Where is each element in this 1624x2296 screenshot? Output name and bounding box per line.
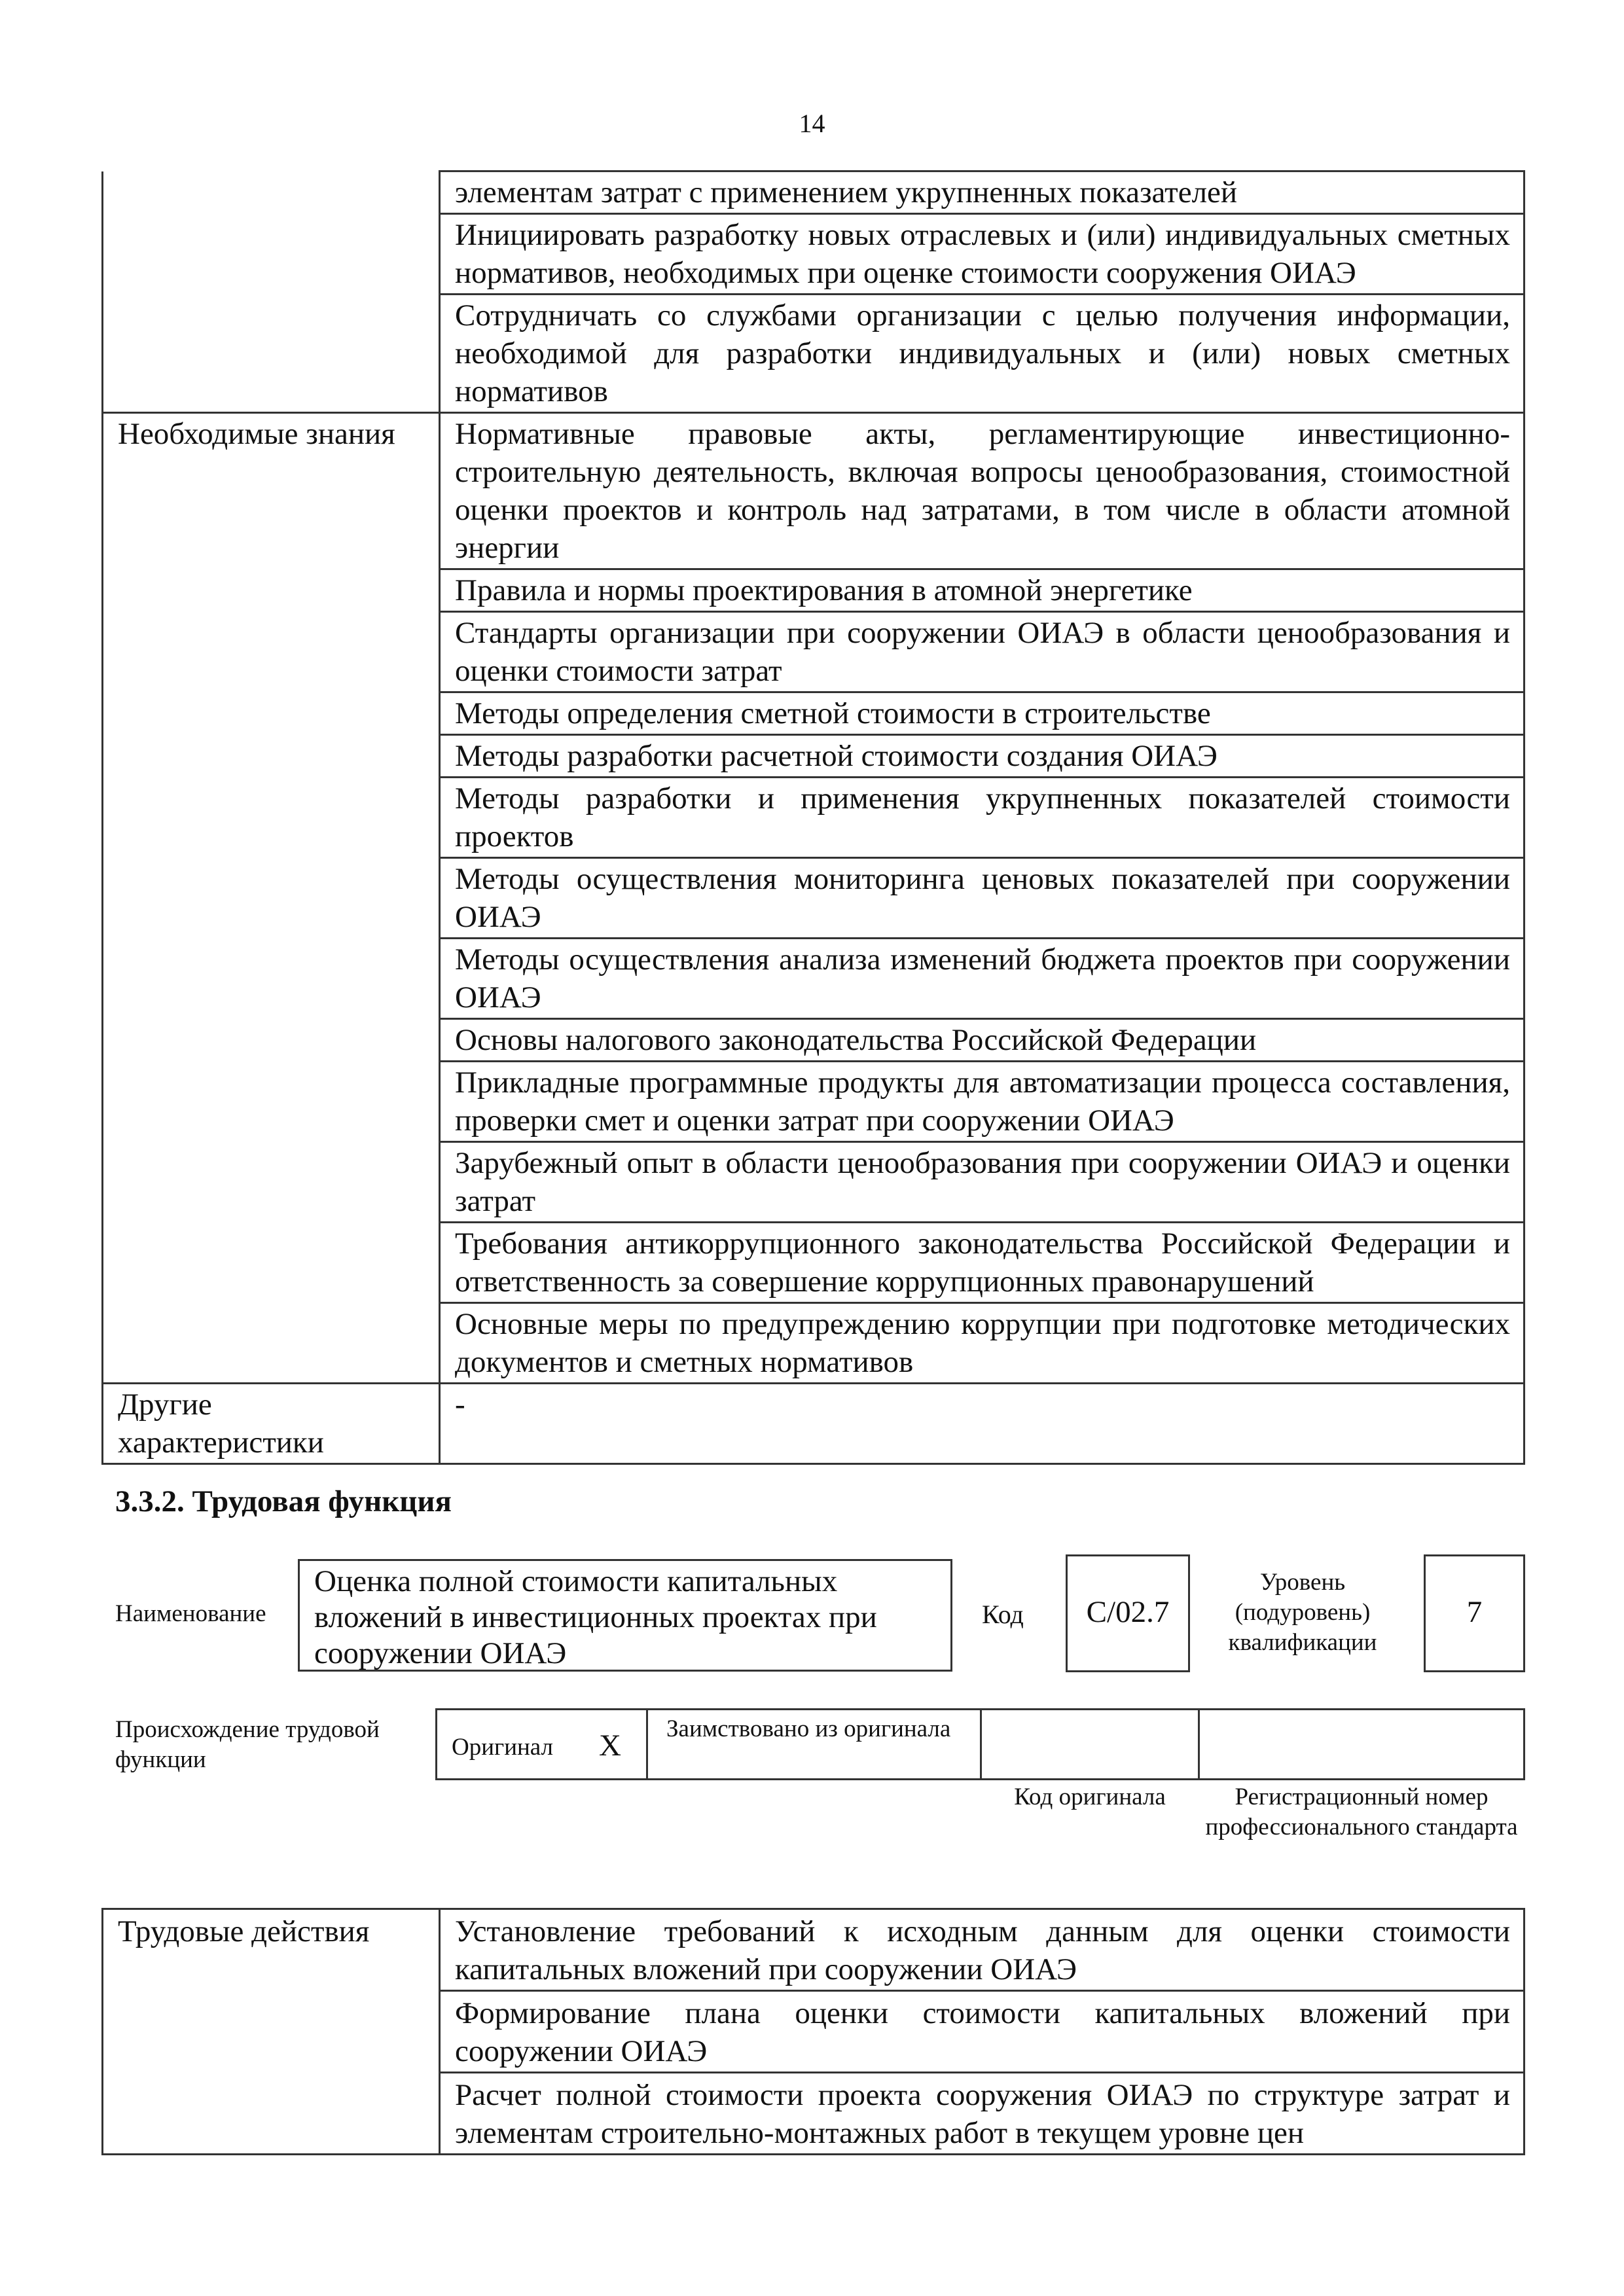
labor-actions-table	[101, 1908, 1525, 2155]
level-value: 7	[1424, 1554, 1525, 1672]
level-label: Уровень (подуровень) квалификации	[1228, 1569, 1377, 1656]
table-cell: Методы разработки и применения укрупненных показателей стоимости проектов	[440, 778, 1525, 858]
empty-label-cell	[103, 214, 440, 295]
table-cell: Правила и нормы проектирования в атомной энергетике	[440, 569, 1525, 612]
table-cell: Зарубежный опыт в области ценообразования при сооружении ОИАЭ и оценки затрат	[440, 1142, 1525, 1223]
empty-label-cell	[103, 1991, 440, 2073]
reg-number-caption: Регистрационный номер профессионального стандарта	[1205, 1784, 1518, 1840]
empty-label-cell	[103, 171, 440, 214]
code-label: Код	[982, 1600, 1024, 1629]
table-row	[103, 2073, 1525, 2155]
code-original-cell	[980, 1708, 1200, 1780]
table-cell: Прикладные программные продукты для автоматизации процесса составления, проверки смет и оценки затрат при сооружении ОИАЭ	[440, 1062, 1525, 1142]
table-cell: Сотрудничать со службами организации с целью получения информации, необходимой для разработки индивидуальных и (или) новых сметных нормативов	[440, 295, 1525, 413]
other-characteristics-label: Другие характеристики	[103, 1384, 440, 1464]
table-row	[103, 171, 1525, 214]
empty-label-cell	[103, 2073, 440, 2155]
table-cell: Инициировать разработку новых отраслевых и (или) индивидуальных сметных нормативов, необходимых при оценке стоимости сооружения ОИАЭ	[440, 214, 1525, 295]
empty-label-cell	[103, 295, 440, 413]
section-title: 3.3.2. Трудовая функция	[115, 1484, 452, 1518]
page-number: 14	[799, 109, 825, 138]
table-cell: Методы осуществления мониторинга ценовых показателей при сооружении ОИАЭ	[440, 858, 1525, 939]
table-cell: Методы разработки расчетной стоимости создания ОИАЭ	[440, 735, 1525, 778]
table-cell: элементам затрат с применением укрупненных показателей	[440, 171, 1525, 214]
table-cell: Методы осуществления анализа изменений бюджета проектов при сооружении ОИАЭ	[440, 939, 1525, 1019]
knowledge-label: Необходимые знания	[103, 413, 440, 1384]
table-row	[103, 1384, 1525, 1464]
table-row	[103, 1909, 1525, 1991]
table-cell: Основы налогового законодательства Российской Федерации	[440, 1019, 1525, 1062]
code-original-caption: Код оригинала	[1014, 1784, 1166, 1810]
origin-label: Происхождение трудовой функции	[115, 1716, 380, 1773]
table-cell: Основные меры по предупреждению коррупции при подготовке методических документов и сметных нормативов	[440, 1303, 1525, 1384]
table-cell: Установление требований к исходным данным для оценки стоимости капитальных вложений при сооружении ОИАЭ	[440, 1909, 1525, 1991]
table-cell: Формирование плана оценки стоимости капитальных вложений при сооружении ОИАЭ	[440, 1991, 1525, 2073]
other-characteristics-value: -	[440, 1384, 1525, 1464]
name-value: Оценка полной стоимости капитальных вложений в инвестиционных проектах при сооружении ОИАЭ	[298, 1559, 952, 1672]
borrowed-label: Заимствовано из оригинала	[646, 1708, 982, 1780]
knowledge-table	[101, 170, 1525, 1465]
table-cell: Стандарты организации при сооружении ОИАЭ в области ценообразования и оценки стоимости затрат	[440, 612, 1525, 692]
code-value: С/02.7	[1066, 1554, 1190, 1672]
name-label: Наименование	[115, 1600, 266, 1627]
table-cell: Расчет полной стоимости проекта сооружения ОИАЭ по структуре затрат и элементам строительно-монтажных работ в текущем уровне цен	[440, 2073, 1525, 2155]
original-label: Оригинал	[452, 1734, 554, 1761]
table-cell: Нормативные правовые акты, регламентирующие инвестиционно-строительную деятельность, включая вопросы ценообразования, стоимостной оценки проектов и контроль над затратами, в том числе в области атомной энергии	[440, 413, 1525, 569]
original-cell	[435, 1708, 648, 1780]
table-row	[103, 413, 1525, 569]
original-mark: X	[599, 1729, 621, 1763]
table-row	[103, 214, 1525, 295]
table-row	[103, 295, 1525, 413]
reg-number-cell	[1198, 1708, 1525, 1780]
table-cell: Методы определения сметной стоимости в строительстве	[440, 692, 1525, 735]
table-row	[103, 1991, 1525, 2073]
table-cell: Требования антикоррупционного законодательства Российской Федерации и ответственность за совершение коррупционных правонарушений	[440, 1223, 1525, 1303]
labor-actions-label: Трудовые действия	[103, 1909, 440, 1991]
